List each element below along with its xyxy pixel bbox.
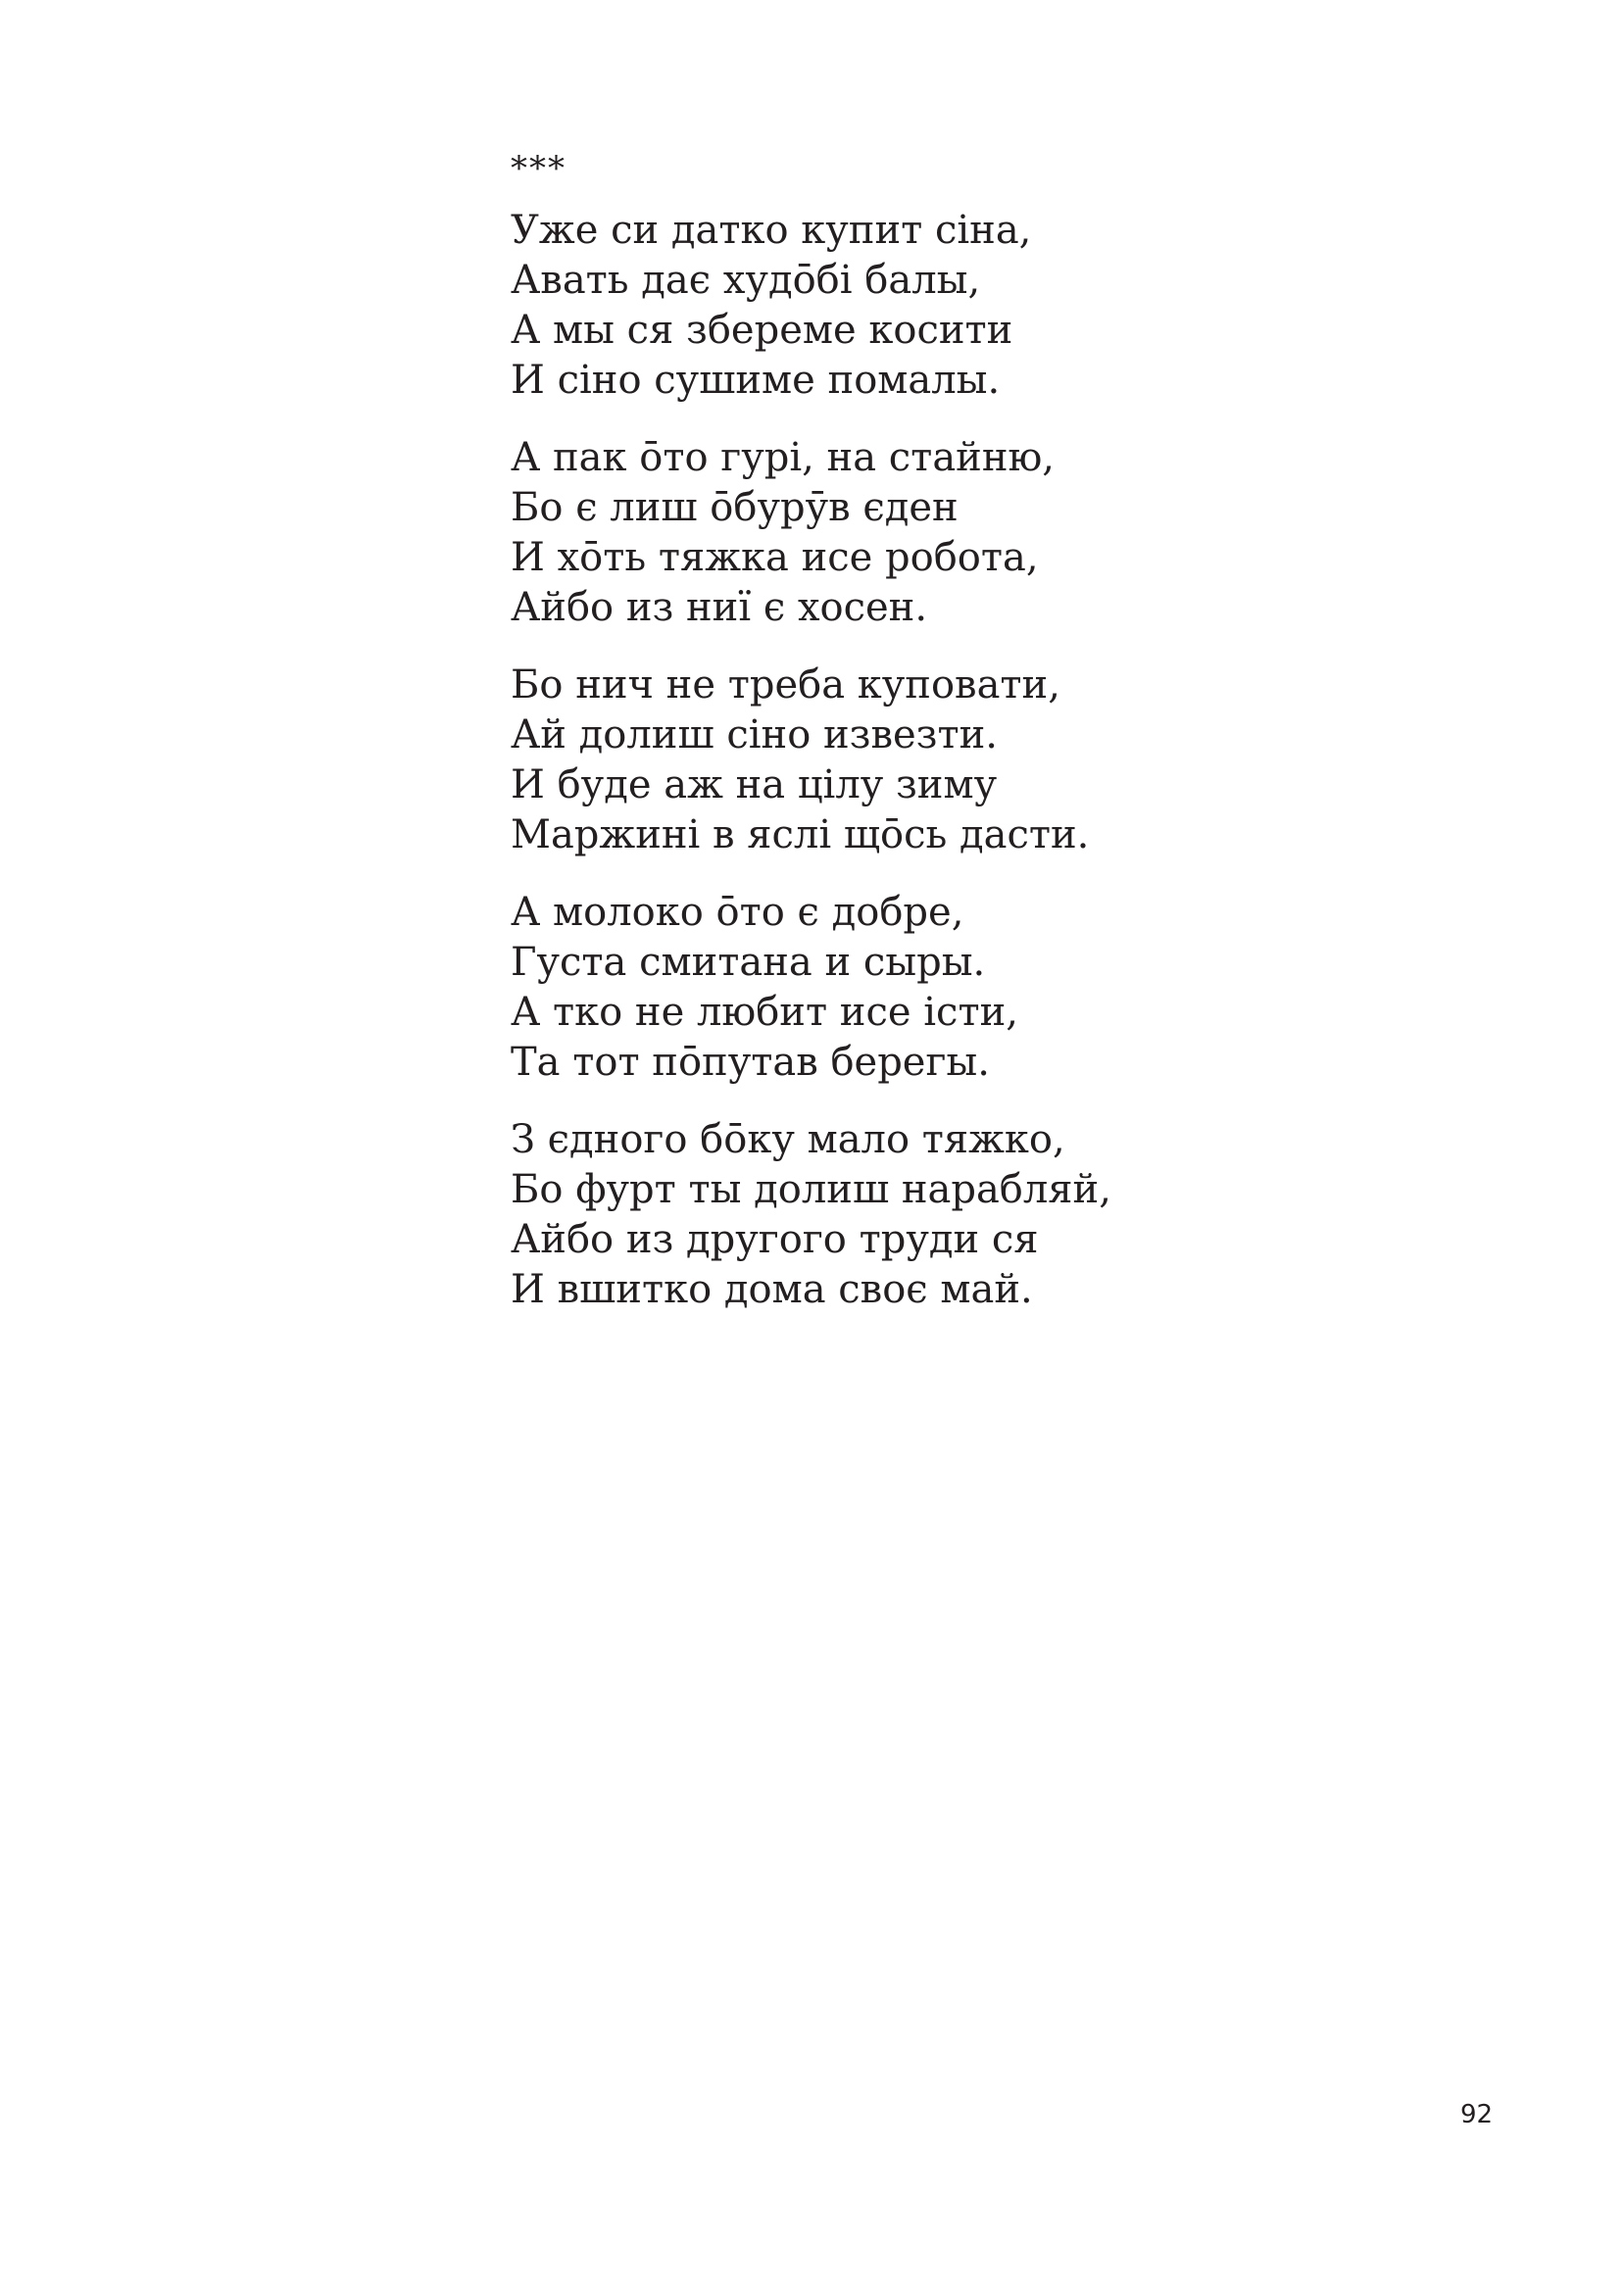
verse-line: И буде аж на цілу зиму bbox=[511, 762, 998, 807]
poem-divider: *** bbox=[511, 149, 566, 188]
page-number: 92 bbox=[1460, 2100, 1494, 2129]
stanza bbox=[511, 660, 1393, 860]
verse-line: Густа смитана и сыры. bbox=[511, 940, 986, 985]
verse-line: Бо нич не треба куповати, bbox=[511, 662, 1060, 708]
stanza bbox=[511, 888, 1393, 1088]
verse-line: Айбо из ниї є хосен. bbox=[511, 585, 928, 630]
stanza bbox=[511, 206, 1393, 406]
verse-line: А пак ōто гурі, на стайню, bbox=[511, 435, 1056, 480]
verse-line: Маржині в яслі щōсь дасти. bbox=[511, 812, 1090, 857]
verse-line: Та тот пōпутав берегы. bbox=[511, 1040, 990, 1085]
verse-line: А молоко ōто є добре, bbox=[511, 890, 964, 935]
stanza bbox=[511, 1115, 1393, 1315]
verse-line: А тко не любит исе істи, bbox=[511, 990, 1018, 1035]
verse-line: Авать дає худōбі балы, bbox=[511, 258, 981, 303]
verse-line: Уже си датко купит сіна, bbox=[511, 208, 1032, 253]
verse-line: И вшитко дома своє май. bbox=[511, 1267, 1033, 1312]
verse-line: Бо є лиш ōбурӯв єден bbox=[511, 485, 959, 530]
verse-line: А мы ся збереме косити bbox=[511, 308, 1013, 353]
verse-line: И сіно сушиме помалы. bbox=[511, 358, 1001, 403]
verse-line: Айбо из другого труди ся bbox=[511, 1217, 1039, 1262]
verse-line: Ай долиш сіно извезти. bbox=[511, 712, 998, 757]
verse-line: Бо фурт ты долиш нарабляй, bbox=[511, 1167, 1111, 1212]
verse-line: З єдного бōку мало тяжко, bbox=[511, 1117, 1065, 1162]
stanza bbox=[511, 433, 1393, 633]
verse-line: И хōть тяжка исе робота, bbox=[511, 535, 1039, 580]
